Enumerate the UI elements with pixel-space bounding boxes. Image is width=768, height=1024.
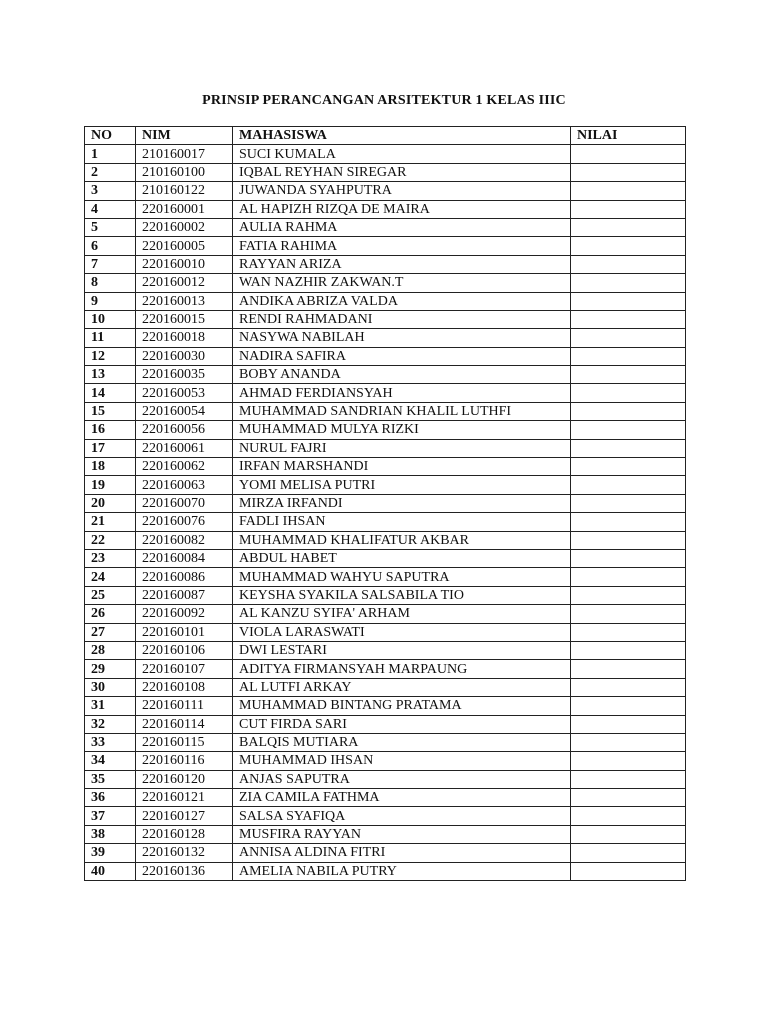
row-nim: 220160001 xyxy=(136,200,233,218)
row-grade xyxy=(571,789,686,807)
table-row xyxy=(85,274,686,292)
row-nim: 220160018 xyxy=(136,329,233,347)
row-student-name: RENDI RAHMADANI xyxy=(233,310,571,328)
table-row xyxy=(85,182,686,200)
row-grade xyxy=(571,568,686,586)
row-student-name: BALQIS MUTIARA xyxy=(233,733,571,751)
row-nim: 220160015 xyxy=(136,310,233,328)
row-nim: 210160017 xyxy=(136,145,233,163)
row-nim: 220160053 xyxy=(136,384,233,402)
row-number: 29 xyxy=(85,660,136,678)
row-student-name: YOMI MELISA PUTRI xyxy=(233,476,571,494)
header-student: MAHASISWA xyxy=(233,127,571,145)
row-nim: 210160122 xyxy=(136,182,233,200)
row-student-name: DWI LESTARI xyxy=(233,641,571,659)
row-student-name: AMELIA NABILA PUTRY xyxy=(233,862,571,880)
row-number: 28 xyxy=(85,641,136,659)
row-student-name: KEYSHA SYAKILA SALSABILA TIO xyxy=(233,586,571,604)
row-number: 32 xyxy=(85,715,136,733)
table-row xyxy=(85,255,686,273)
row-grade xyxy=(571,752,686,770)
row-nim: 220160005 xyxy=(136,237,233,255)
row-nim: 220160114 xyxy=(136,715,233,733)
row-grade xyxy=(571,182,686,200)
table-row xyxy=(85,218,686,236)
row-grade xyxy=(571,458,686,476)
row-number: 11 xyxy=(85,329,136,347)
row-number: 3 xyxy=(85,182,136,200)
row-nim: 220160084 xyxy=(136,549,233,567)
row-grade xyxy=(571,733,686,751)
row-student-name: MUHAMMAD KHALIFATUR AKBAR xyxy=(233,531,571,549)
row-grade xyxy=(571,660,686,678)
row-number: 23 xyxy=(85,549,136,567)
row-student-name: VIOLA LARASWATI xyxy=(233,623,571,641)
row-grade xyxy=(571,715,686,733)
table-row xyxy=(85,402,686,420)
row-grade xyxy=(571,862,686,880)
table-row xyxy=(85,586,686,604)
table-row xyxy=(85,163,686,181)
row-grade xyxy=(571,292,686,310)
table-row xyxy=(85,825,686,843)
row-number: 24 xyxy=(85,568,136,586)
table-row xyxy=(85,145,686,163)
row-student-name: AL LUTFI ARKAY xyxy=(233,678,571,696)
row-student-name: MUSFIRA RAYYAN xyxy=(233,825,571,843)
row-grade xyxy=(571,678,686,696)
row-number: 19 xyxy=(85,476,136,494)
row-number: 21 xyxy=(85,513,136,531)
row-number: 15 xyxy=(85,402,136,420)
row-student-name: MUHAMMAD WAHYU SAPUTRA xyxy=(233,568,571,586)
row-number: 17 xyxy=(85,439,136,457)
row-number: 9 xyxy=(85,292,136,310)
row-grade xyxy=(571,274,686,292)
row-grade xyxy=(571,844,686,862)
row-nim: 220160092 xyxy=(136,605,233,623)
row-grade xyxy=(571,402,686,420)
table-row xyxy=(85,623,686,641)
row-student-name: JUWANDA SYAHPUTRA xyxy=(233,182,571,200)
row-number: 14 xyxy=(85,384,136,402)
row-student-name: BOBY ANANDA xyxy=(233,366,571,384)
row-grade xyxy=(571,218,686,236)
row-grade xyxy=(571,384,686,402)
row-number: 18 xyxy=(85,458,136,476)
table-row xyxy=(85,715,686,733)
row-student-name: ANJAS SAPUTRA xyxy=(233,770,571,788)
row-grade xyxy=(571,366,686,384)
row-nim: 220160010 xyxy=(136,255,233,273)
row-student-name: NASYWA NABILAH xyxy=(233,329,571,347)
row-nim: 220160012 xyxy=(136,274,233,292)
row-number: 5 xyxy=(85,218,136,236)
row-nim: 220160062 xyxy=(136,458,233,476)
table-row xyxy=(85,568,686,586)
table-row xyxy=(85,752,686,770)
row-student-name: RAYYAN ARIZA xyxy=(233,255,571,273)
row-nim: 220160132 xyxy=(136,844,233,862)
row-number: 36 xyxy=(85,789,136,807)
header-nim: NIM xyxy=(136,127,233,145)
row-student-name: NURUL FAJRI xyxy=(233,439,571,457)
row-grade xyxy=(571,641,686,659)
row-nim: 220160086 xyxy=(136,568,233,586)
row-grade xyxy=(571,237,686,255)
row-nim: 220160061 xyxy=(136,439,233,457)
table-row xyxy=(85,789,686,807)
row-student-name: MIRZA IRFANDI xyxy=(233,494,571,512)
header-row xyxy=(85,127,686,145)
row-grade xyxy=(571,145,686,163)
row-student-name: CUT FIRDA SARI xyxy=(233,715,571,733)
table-row xyxy=(85,549,686,567)
table-row xyxy=(85,697,686,715)
row-number: 39 xyxy=(85,844,136,862)
table-row xyxy=(85,310,686,328)
row-grade xyxy=(571,770,686,788)
row-nim: 220160127 xyxy=(136,807,233,825)
row-grade xyxy=(571,549,686,567)
row-number: 38 xyxy=(85,825,136,843)
row-number: 2 xyxy=(85,163,136,181)
row-nim: 220160136 xyxy=(136,862,233,880)
row-number: 8 xyxy=(85,274,136,292)
row-student-name: ANDIKA ABRIZA VALDA xyxy=(233,292,571,310)
row-number: 37 xyxy=(85,807,136,825)
table-row xyxy=(85,237,686,255)
row-student-name: AULIA RAHMA xyxy=(233,218,571,236)
row-nim: 220160013 xyxy=(136,292,233,310)
row-grade xyxy=(571,310,686,328)
row-number: 27 xyxy=(85,623,136,641)
row-grade xyxy=(571,200,686,218)
row-number: 31 xyxy=(85,697,136,715)
row-number: 33 xyxy=(85,733,136,751)
row-nim: 220160120 xyxy=(136,770,233,788)
row-nim: 220160115 xyxy=(136,733,233,751)
row-student-name: MUHAMMAD BINTANG PRATAMA xyxy=(233,697,571,715)
row-number: 16 xyxy=(85,421,136,439)
row-grade xyxy=(571,421,686,439)
row-student-name: ABDUL HABET xyxy=(233,549,571,567)
row-number: 1 xyxy=(85,145,136,163)
row-grade xyxy=(571,605,686,623)
row-nim: 220160076 xyxy=(136,513,233,531)
row-nim: 220160070 xyxy=(136,494,233,512)
row-student-name: WAN NAZHIR ZAKWAN.T xyxy=(233,274,571,292)
table-row xyxy=(85,641,686,659)
row-number: 34 xyxy=(85,752,136,770)
row-grade xyxy=(571,494,686,512)
row-student-name: AL HAPIZH RIZQA DE MAIRA xyxy=(233,200,571,218)
row-nim: 220160108 xyxy=(136,678,233,696)
row-number: 30 xyxy=(85,678,136,696)
table-row xyxy=(85,200,686,218)
row-nim: 220160128 xyxy=(136,825,233,843)
row-number: 22 xyxy=(85,531,136,549)
row-student-name: ANNISA ALDINA FITRI xyxy=(233,844,571,862)
row-nim: 220160030 xyxy=(136,347,233,365)
row-grade xyxy=(571,513,686,531)
row-nim: 220160106 xyxy=(136,641,233,659)
row-student-name: IQBAL REYHAN SIREGAR xyxy=(233,163,571,181)
row-nim: 220160087 xyxy=(136,586,233,604)
row-number: 20 xyxy=(85,494,136,512)
row-student-name: FADLI IHSAN xyxy=(233,513,571,531)
table-row xyxy=(85,862,686,880)
row-nim: 220160054 xyxy=(136,402,233,420)
row-nim: 220160035 xyxy=(136,366,233,384)
row-number: 25 xyxy=(85,586,136,604)
row-student-name: SUCI KUMALA xyxy=(233,145,571,163)
table-row xyxy=(85,844,686,862)
header-no: NO xyxy=(85,127,136,145)
row-student-name: ADITYA FIRMANSYAH MARPAUNG xyxy=(233,660,571,678)
row-student-name: SALSA SYAFIQA xyxy=(233,807,571,825)
row-grade xyxy=(571,623,686,641)
row-student-name: MUHAMMAD SANDRIAN KHALIL LUTHFI xyxy=(233,402,571,420)
row-nim: 210160100 xyxy=(136,163,233,181)
row-number: 4 xyxy=(85,200,136,218)
row-student-name: NADIRA SAFIRA xyxy=(233,347,571,365)
table-row xyxy=(85,531,686,549)
row-grade xyxy=(571,476,686,494)
table-row xyxy=(85,807,686,825)
document-title: PRINSIP PERANCANGAN ARSITEKTUR 1 KELAS IIIC xyxy=(202,93,566,108)
table-row xyxy=(85,513,686,531)
table-row xyxy=(85,439,686,457)
row-number: 13 xyxy=(85,366,136,384)
row-nim: 220160002 xyxy=(136,218,233,236)
row-student-name: ZIA CAMILA FATHMA xyxy=(233,789,571,807)
row-grade xyxy=(571,439,686,457)
row-student-name: MUHAMMAD MULYA RIZKI xyxy=(233,421,571,439)
row-grade xyxy=(571,329,686,347)
table-row xyxy=(85,384,686,402)
row-nim: 220160056 xyxy=(136,421,233,439)
table-row xyxy=(85,458,686,476)
table-row xyxy=(85,660,686,678)
table-row xyxy=(85,605,686,623)
row-grade xyxy=(571,807,686,825)
table-row xyxy=(85,292,686,310)
row-number: 7 xyxy=(85,255,136,273)
row-grade xyxy=(571,586,686,604)
row-nim: 220160101 xyxy=(136,623,233,641)
table-row xyxy=(85,678,686,696)
row-grade xyxy=(571,531,686,549)
row-grade xyxy=(571,255,686,273)
row-student-name: AHMAD FERDIANSYAH xyxy=(233,384,571,402)
student-roster-table xyxy=(84,126,686,881)
row-grade xyxy=(571,163,686,181)
row-number: 12 xyxy=(85,347,136,365)
row-number: 35 xyxy=(85,770,136,788)
table-row xyxy=(85,770,686,788)
table-row xyxy=(85,366,686,384)
header-grade: NILAI xyxy=(571,127,686,145)
row-nim: 220160107 xyxy=(136,660,233,678)
row-student-name: FATIA RAHIMA xyxy=(233,237,571,255)
table-row xyxy=(85,347,686,365)
row-number: 6 xyxy=(85,237,136,255)
table-row xyxy=(85,421,686,439)
row-grade xyxy=(571,825,686,843)
row-number: 26 xyxy=(85,605,136,623)
row-number: 40 xyxy=(85,862,136,880)
row-grade xyxy=(571,697,686,715)
row-nim: 220160111 xyxy=(136,697,233,715)
table-row xyxy=(85,476,686,494)
row-grade xyxy=(571,347,686,365)
row-student-name: MUHAMMAD IHSAN xyxy=(233,752,571,770)
table-row xyxy=(85,494,686,512)
row-nim: 220160116 xyxy=(136,752,233,770)
row-nim: 220160063 xyxy=(136,476,233,494)
table-row xyxy=(85,329,686,347)
row-student-name: AL KANZU SYIFA' ARHAM xyxy=(233,605,571,623)
row-number: 10 xyxy=(85,310,136,328)
roster-body xyxy=(85,145,686,881)
table-row xyxy=(85,733,686,751)
row-nim: 220160082 xyxy=(136,531,233,549)
row-nim: 220160121 xyxy=(136,789,233,807)
row-student-name: IRFAN MARSHANDI xyxy=(233,458,571,476)
